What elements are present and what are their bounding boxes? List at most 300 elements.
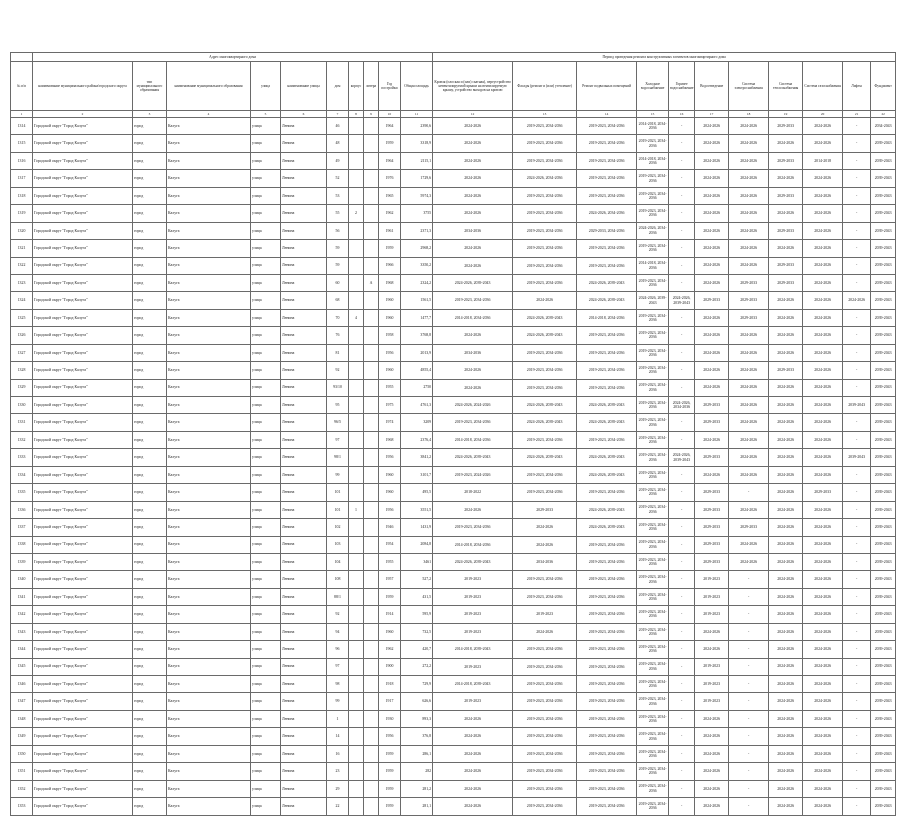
table-cell: 1961: [379, 222, 401, 239]
table-cell: 2029-2033: [695, 397, 729, 414]
table-cell: Городской округ "Город Калуга": [33, 780, 133, 797]
table-cell: [349, 379, 364, 396]
table-cell: -: [669, 641, 695, 658]
table-cell: 2024-2026: [769, 588, 803, 605]
table-cell: 2039-2043: [871, 501, 896, 518]
table-cell: 2039-2043: [871, 449, 896, 466]
table-cell: 1333: [11, 449, 33, 466]
table-cell: -: [669, 257, 695, 274]
table-cell: 2024-2026: [803, 257, 843, 274]
table-row: [11, 257, 896, 274]
table-cell: 2019-2023, 2034-2036: [513, 187, 577, 204]
table-cell: улица: [251, 536, 281, 553]
column-number: 8: [349, 111, 364, 118]
table-cell: 2039-2043: [871, 222, 896, 239]
table-cell: 2019-2023, 2034-2036: [577, 571, 637, 588]
table-cell: 1342: [11, 606, 33, 623]
table-row: [11, 170, 896, 187]
table-cell: [349, 397, 364, 414]
table-cell: город: [133, 379, 167, 396]
table-cell: Ленина: [281, 292, 327, 309]
table-cell: Ленина: [281, 519, 327, 536]
table-cell: Городской округ "Город Калуга": [33, 693, 133, 710]
table-cell: 1964: [379, 152, 401, 169]
table-cell: 2024-2026: [803, 763, 843, 780]
table-cell: 2024-2026: [803, 118, 843, 135]
table-cell: [349, 484, 364, 501]
table-cell: 732,5: [401, 623, 433, 640]
table-cell: 2014-2018, 2034-2036: [433, 309, 513, 326]
table-cell: 2039-2043: [871, 135, 896, 152]
column-number: 15: [637, 111, 669, 118]
table-cell: 96: [327, 641, 349, 658]
table-cell: 1336: [11, 501, 33, 518]
table-cell: [349, 693, 364, 710]
table-cell: 2029-2033: [769, 362, 803, 379]
table-cell: 3551,5: [401, 501, 433, 518]
table-cell: город: [133, 466, 167, 483]
table-cell: 2039-2043: [871, 414, 896, 431]
table-cell: 2019-2023, 2034-2036: [577, 780, 637, 797]
table-cell: 2019-2023, 2034-2036: [637, 397, 669, 414]
table-cell: [364, 606, 379, 623]
table-cell: 2019-2023, 2034-2036: [637, 606, 669, 623]
table-cell: [364, 344, 379, 361]
table-cell: 2024-2026, 2039-2043: [433, 274, 513, 291]
table-cell: 2024-2026: [769, 414, 803, 431]
table-cell: 2019-2023: [433, 693, 513, 710]
table-cell: город: [133, 449, 167, 466]
table-cell: Ленина: [281, 728, 327, 745]
table-cell: 2029-2033: [695, 414, 729, 431]
table-cell: 2024-2026: [769, 658, 803, 675]
table-cell: [364, 309, 379, 326]
table-cell: 2024-2026: [803, 344, 843, 361]
table-cell: 2024-2026: [695, 728, 729, 745]
table-cell: 1959: [379, 745, 401, 762]
column-header: Система теплоснабжения: [769, 62, 803, 111]
table-cell: 3209: [401, 414, 433, 431]
table-cell: -: [729, 798, 769, 815]
table-cell: город: [133, 431, 167, 448]
table-cell: 1959: [379, 240, 401, 257]
table-cell: 1956: [379, 501, 401, 518]
table-cell: 2024-2026: [695, 431, 729, 448]
table-cell: 14: [327, 728, 349, 745]
table-cell: Калуга: [167, 536, 251, 553]
table-cell: 2019-2023, 2034-2036: [513, 763, 577, 780]
table-cell: 1956: [379, 728, 401, 745]
table-cell: 2024-2026: [803, 327, 843, 344]
table-cell: 281,1: [401, 798, 433, 815]
table-cell: 1338: [11, 536, 33, 553]
table-cell: 2019-2023, 2034-2036: [513, 466, 577, 483]
table-cell: 2024-2026: [803, 187, 843, 204]
table-cell: 1477,7: [401, 309, 433, 326]
table-cell: улица: [251, 676, 281, 693]
table-cell: 2024-2026: [433, 205, 513, 222]
table-cell: 2029-2033: [695, 536, 729, 553]
table-cell: 2024-2026, 2039-2043: [669, 292, 695, 309]
table-row: [11, 327, 896, 344]
table-cell: 2039-2043: [871, 240, 896, 257]
table-cell: 1561,5: [401, 292, 433, 309]
table-cell: 2019-2023, 2034-2036: [513, 274, 577, 291]
table-cell: 56: [327, 222, 349, 239]
table-cell: Городской округ "Город Калуга": [33, 240, 133, 257]
column-header: корпус: [349, 62, 364, 111]
table-cell: 2039-2043: [871, 292, 896, 309]
table-cell: Городской округ "Город Калуга": [33, 501, 133, 518]
table-cell: Городской округ "Город Калуга": [33, 466, 133, 483]
table-cell: 2019-2023: [695, 588, 729, 605]
table-cell: 1976: [379, 170, 401, 187]
table-cell: 2034-2043: [871, 118, 896, 135]
table-cell: 48: [327, 135, 349, 152]
table-row: [11, 274, 896, 291]
table-cell: город: [133, 344, 167, 361]
table-cell: [349, 623, 364, 640]
table-cell: -: [669, 745, 695, 762]
table-cell: город: [133, 205, 167, 222]
table-cell: -: [843, 780, 871, 797]
table-cell: Калуга: [167, 658, 251, 675]
table-cell: Ленина: [281, 187, 327, 204]
table-cell: 1331: [11, 414, 33, 431]
table-cell: [364, 379, 379, 396]
table-cell: [364, 553, 379, 570]
table-cell: 2024-2026, 2039-2043: [513, 327, 577, 344]
table-cell: Ленина: [281, 118, 327, 135]
table-cell: Калуга: [167, 780, 251, 797]
table-cell: улица: [251, 780, 281, 797]
table-cell: 1955: [379, 379, 401, 396]
table-cell: 2024-2026, 2039-2043: [577, 292, 637, 309]
table-cell: улица: [251, 798, 281, 815]
table-row: [11, 397, 896, 414]
table-cell: 2024-2026, 2039-2043: [577, 449, 637, 466]
table-cell: Городской округ "Город Калуга": [33, 362, 133, 379]
table-cell: улица: [251, 240, 281, 257]
table-cell: 1955: [379, 553, 401, 570]
table-cell: 2024-2026, 2034-2036: [513, 170, 577, 187]
column-number: 16: [669, 111, 695, 118]
table-cell: улица: [251, 466, 281, 483]
table-cell: Ленина: [281, 466, 327, 483]
table-cell: 2019-2023, 2034-2036: [577, 327, 637, 344]
table-cell: 46: [327, 118, 349, 135]
table-cell: 2024-2026: [769, 327, 803, 344]
table-cell: 2019-2023, 2034-2036: [637, 240, 669, 257]
table-cell: Калуга: [167, 763, 251, 780]
table-cell: 2019-2023, 2034-2036: [513, 240, 577, 257]
table-cell: -: [843, 309, 871, 326]
table-cell: Ленина: [281, 170, 327, 187]
column-number: 12: [433, 111, 513, 118]
table-row: [11, 676, 896, 693]
table-cell: 2024-2026: [769, 240, 803, 257]
table-cell: 2024-2026: [695, 745, 729, 762]
table-cell: 2024-2026: [433, 135, 513, 152]
table-cell: -: [843, 431, 871, 448]
table-cell: 2019-2023, 2034-2036: [577, 606, 637, 623]
table-cell: 2019-2023, 2034-2036: [637, 205, 669, 222]
table-cell: 2019-2023, 2034-2036: [637, 658, 669, 675]
table-cell: 1960: [379, 292, 401, 309]
table-cell: 2024-2026: [803, 745, 843, 762]
table-cell: [364, 728, 379, 745]
table-cell: 1966: [379, 257, 401, 274]
table-cell: -: [669, 606, 695, 623]
header-blank: [11, 53, 33, 62]
table-cell: -: [669, 170, 695, 187]
table-cell: Городской округ "Город Калуга": [33, 379, 133, 396]
table-cell: 2019-2023, 2034-2036: [513, 205, 577, 222]
table-cell: [349, 187, 364, 204]
table-cell: Ленина: [281, 257, 327, 274]
table-cell: 2029-2033: [729, 292, 769, 309]
table-cell: Городской округ "Город Калуга": [33, 431, 133, 448]
table-cell: [349, 170, 364, 187]
table-row: [11, 309, 896, 326]
table-cell: Калуга: [167, 257, 251, 274]
table-cell: 70: [327, 309, 349, 326]
table-cell: Калуга: [167, 187, 251, 204]
table-cell: -: [669, 553, 695, 570]
table-cell: 1: [327, 710, 349, 727]
table-cell: Ленина: [281, 379, 327, 396]
table-row: [11, 431, 896, 448]
table-cell: 1914: [379, 606, 401, 623]
table-cell: город: [133, 606, 167, 623]
table-cell: -: [843, 658, 871, 675]
table-cell: -: [669, 414, 695, 431]
table-cell: город: [133, 710, 167, 727]
table-cell: 2024-2026: [433, 728, 513, 745]
table-cell: 2024-2026, 2039-2043: [637, 292, 669, 309]
table-cell: город: [133, 257, 167, 274]
table-cell: город: [133, 798, 167, 815]
table-cell: -: [843, 553, 871, 570]
table-cell: 1318: [11, 187, 33, 204]
table-cell: 2039-2043: [871, 553, 896, 570]
table-cell: 2039-2043: [871, 693, 896, 710]
table-cell: 2029-2033: [769, 152, 803, 169]
table-cell: 97: [327, 431, 349, 448]
table-cell: 2024-2026: [729, 205, 769, 222]
column-number: 5: [251, 111, 281, 118]
table-cell: 2039-2043: [871, 187, 896, 204]
table-cell: [364, 745, 379, 762]
table-cell: 2019-2023, 2034-2036: [637, 274, 669, 291]
table-cell: 1960: [379, 309, 401, 326]
table-cell: 2029-2033: [695, 292, 729, 309]
table-cell: -: [843, 152, 871, 169]
table-cell: 1345: [11, 658, 33, 675]
table-cell: Городской округ "Город Калуга": [33, 205, 133, 222]
table-cell: Городской округ "Город Калуга": [33, 292, 133, 309]
table-cell: 2019-2023, 2034-2036: [577, 362, 637, 379]
table-cell: Ленина: [281, 798, 327, 815]
table-cell: [349, 536, 364, 553]
table-cell: 2024-2026: [433, 745, 513, 762]
table-cell: 2019-2023, 2034-2036: [513, 118, 577, 135]
table-cell: 1729,6: [401, 170, 433, 187]
table-cell: 2029-2033: [769, 257, 803, 274]
table-cell: 2024-2026: [695, 798, 729, 815]
table-cell: Калуга: [167, 710, 251, 727]
table-cell: 2024-2026: [803, 588, 843, 605]
table-cell: 2024-2026: [769, 710, 803, 727]
table-cell: 2024-2026: [729, 362, 769, 379]
table-cell: 2034-2036: [433, 344, 513, 361]
table-cell: 2024-2026: [803, 728, 843, 745]
table-cell: -: [669, 780, 695, 797]
table-cell: 527,2: [401, 571, 433, 588]
table-cell: 97: [327, 658, 349, 675]
table-cell: -: [669, 379, 695, 396]
table-cell: 1964: [379, 118, 401, 135]
repair-schedule-table: [10, 52, 896, 816]
column-header: Горячее водоснабжение: [669, 62, 695, 111]
table-cell: -: [843, 728, 871, 745]
table-cell: Ленина: [281, 222, 327, 239]
table-cell: -: [843, 588, 871, 605]
table-cell: 2024-2026: [695, 257, 729, 274]
column-header: Водоотведение: [695, 62, 729, 111]
table-row: [11, 658, 896, 675]
table-row: [11, 118, 896, 135]
table-cell: 1960: [379, 466, 401, 483]
table-cell: 2024-2026, 2039-2043: [577, 414, 637, 431]
table-cell: город: [133, 309, 167, 326]
table-cell: 2024-2026: [769, 449, 803, 466]
table-cell: -: [843, 501, 871, 518]
table-cell: город: [133, 222, 167, 239]
table-cell: Ленина: [281, 240, 327, 257]
table-cell: 2024-2026: [695, 641, 729, 658]
table-cell: [349, 449, 364, 466]
table-cell: Городской округ "Город Калуга": [33, 571, 133, 588]
table-cell: 2024-2026: [695, 710, 729, 727]
table-row: [11, 588, 896, 605]
table-cell: Калуга: [167, 606, 251, 623]
table-cell: 2019-2023, 2034-2036: [577, 623, 637, 640]
table-cell: 2024-2026: [803, 606, 843, 623]
table-cell: 2024-2026, 2039-2043: [669, 449, 695, 466]
table-cell: -: [729, 676, 769, 693]
table-cell: улица: [251, 414, 281, 431]
table-cell: [364, 588, 379, 605]
table-cell: 2024-2026: [695, 763, 729, 780]
table-cell: 2039-2043: [871, 676, 896, 693]
table-cell: 2024-2026: [695, 780, 729, 797]
table-cell: 2019-2023, 2034-2036: [577, 135, 637, 152]
table-cell: [364, 466, 379, 483]
table-row: [11, 466, 896, 483]
header-group-repair: Период проведения ремонта конструктивных элементов многоквартирного дома: [433, 53, 896, 62]
table-cell: -: [669, 135, 695, 152]
table-cell: -: [843, 519, 871, 536]
table-cell: 1320: [11, 222, 33, 239]
table-cell: 1332: [11, 431, 33, 448]
table-cell: 55: [327, 205, 349, 222]
table-cell: 1350: [11, 745, 33, 762]
table-cell: 2019-2023, 2034-2036: [637, 780, 669, 797]
table-cell: Калуга: [167, 309, 251, 326]
table-cell: [364, 257, 379, 274]
table-cell: 2024-2026: [769, 205, 803, 222]
table-cell: улица: [251, 501, 281, 518]
table-cell: -: [729, 763, 769, 780]
table-cell: 2019-2023: [433, 588, 513, 605]
table-cell: 431,5: [401, 588, 433, 605]
table-cell: 2750: [401, 379, 433, 396]
table-cell: 2024-2026: [729, 327, 769, 344]
table-cell: Городской округ "Город Калуга": [33, 588, 133, 605]
column-number: 21: [843, 111, 871, 118]
table-cell: 2019-2023, 2034-2036: [513, 798, 577, 815]
table-cell: Городской округ "Город Калуга": [33, 606, 133, 623]
table-cell: город: [133, 292, 167, 309]
table-cell: 2034-2036: [513, 553, 577, 570]
table-cell: 2024-2026, 2039-2043: [577, 274, 637, 291]
table-cell: -: [669, 658, 695, 675]
table-cell: 95: [327, 397, 349, 414]
table-cell: 2024-2026: [803, 205, 843, 222]
table-cell: 1956: [379, 344, 401, 361]
table-cell: 2024-2026: [803, 676, 843, 693]
table-cell: 2039-2043: [871, 484, 896, 501]
table-cell: 2024-2026, 2039-2043: [513, 414, 577, 431]
table-cell: Калуга: [167, 466, 251, 483]
table-cell: 1323: [11, 274, 33, 291]
table-cell: 2024-2026: [695, 205, 729, 222]
table-cell: 2024-2026: [513, 623, 577, 640]
table-cell: 2024-2026: [769, 135, 803, 152]
table-cell: [364, 519, 379, 536]
table-row: [11, 641, 896, 658]
table-cell: [364, 135, 379, 152]
table-cell: [364, 798, 379, 815]
table-cell: 2024-2026: [433, 152, 513, 169]
table-cell: 99: [327, 466, 349, 483]
table-cell: 2019-2023, 2034-2036: [513, 135, 577, 152]
table-cell: [364, 397, 379, 414]
table-cell: Городской округ "Город Калуга": [33, 623, 133, 640]
table-cell: 2024-2026: [695, 274, 729, 291]
table-cell: 2014-2018, 2039-2043: [433, 676, 513, 693]
table-cell: [364, 240, 379, 257]
table-cell: 2019-2023, 2034-2036: [637, 501, 669, 518]
table-row: [11, 780, 896, 797]
table-cell: Городской округ "Город Калуга": [33, 187, 133, 204]
table-cell: 1959: [379, 798, 401, 815]
table-cell: 96/5: [327, 414, 349, 431]
table-cell: [364, 780, 379, 797]
table-cell: 2019-2023: [695, 658, 729, 675]
table-cell: 2024-2026: [769, 484, 803, 501]
table-cell: 2039-2043: [871, 588, 896, 605]
table-cell: Калуга: [167, 379, 251, 396]
table-cell: город: [133, 135, 167, 152]
table-cell: 2019-2023, 2034-2036: [577, 710, 637, 727]
table-cell: улица: [251, 728, 281, 745]
table-cell: -: [669, 222, 695, 239]
table-cell: Калуга: [167, 676, 251, 693]
table-cell: город: [133, 553, 167, 570]
table-cell: 420,7: [401, 641, 433, 658]
